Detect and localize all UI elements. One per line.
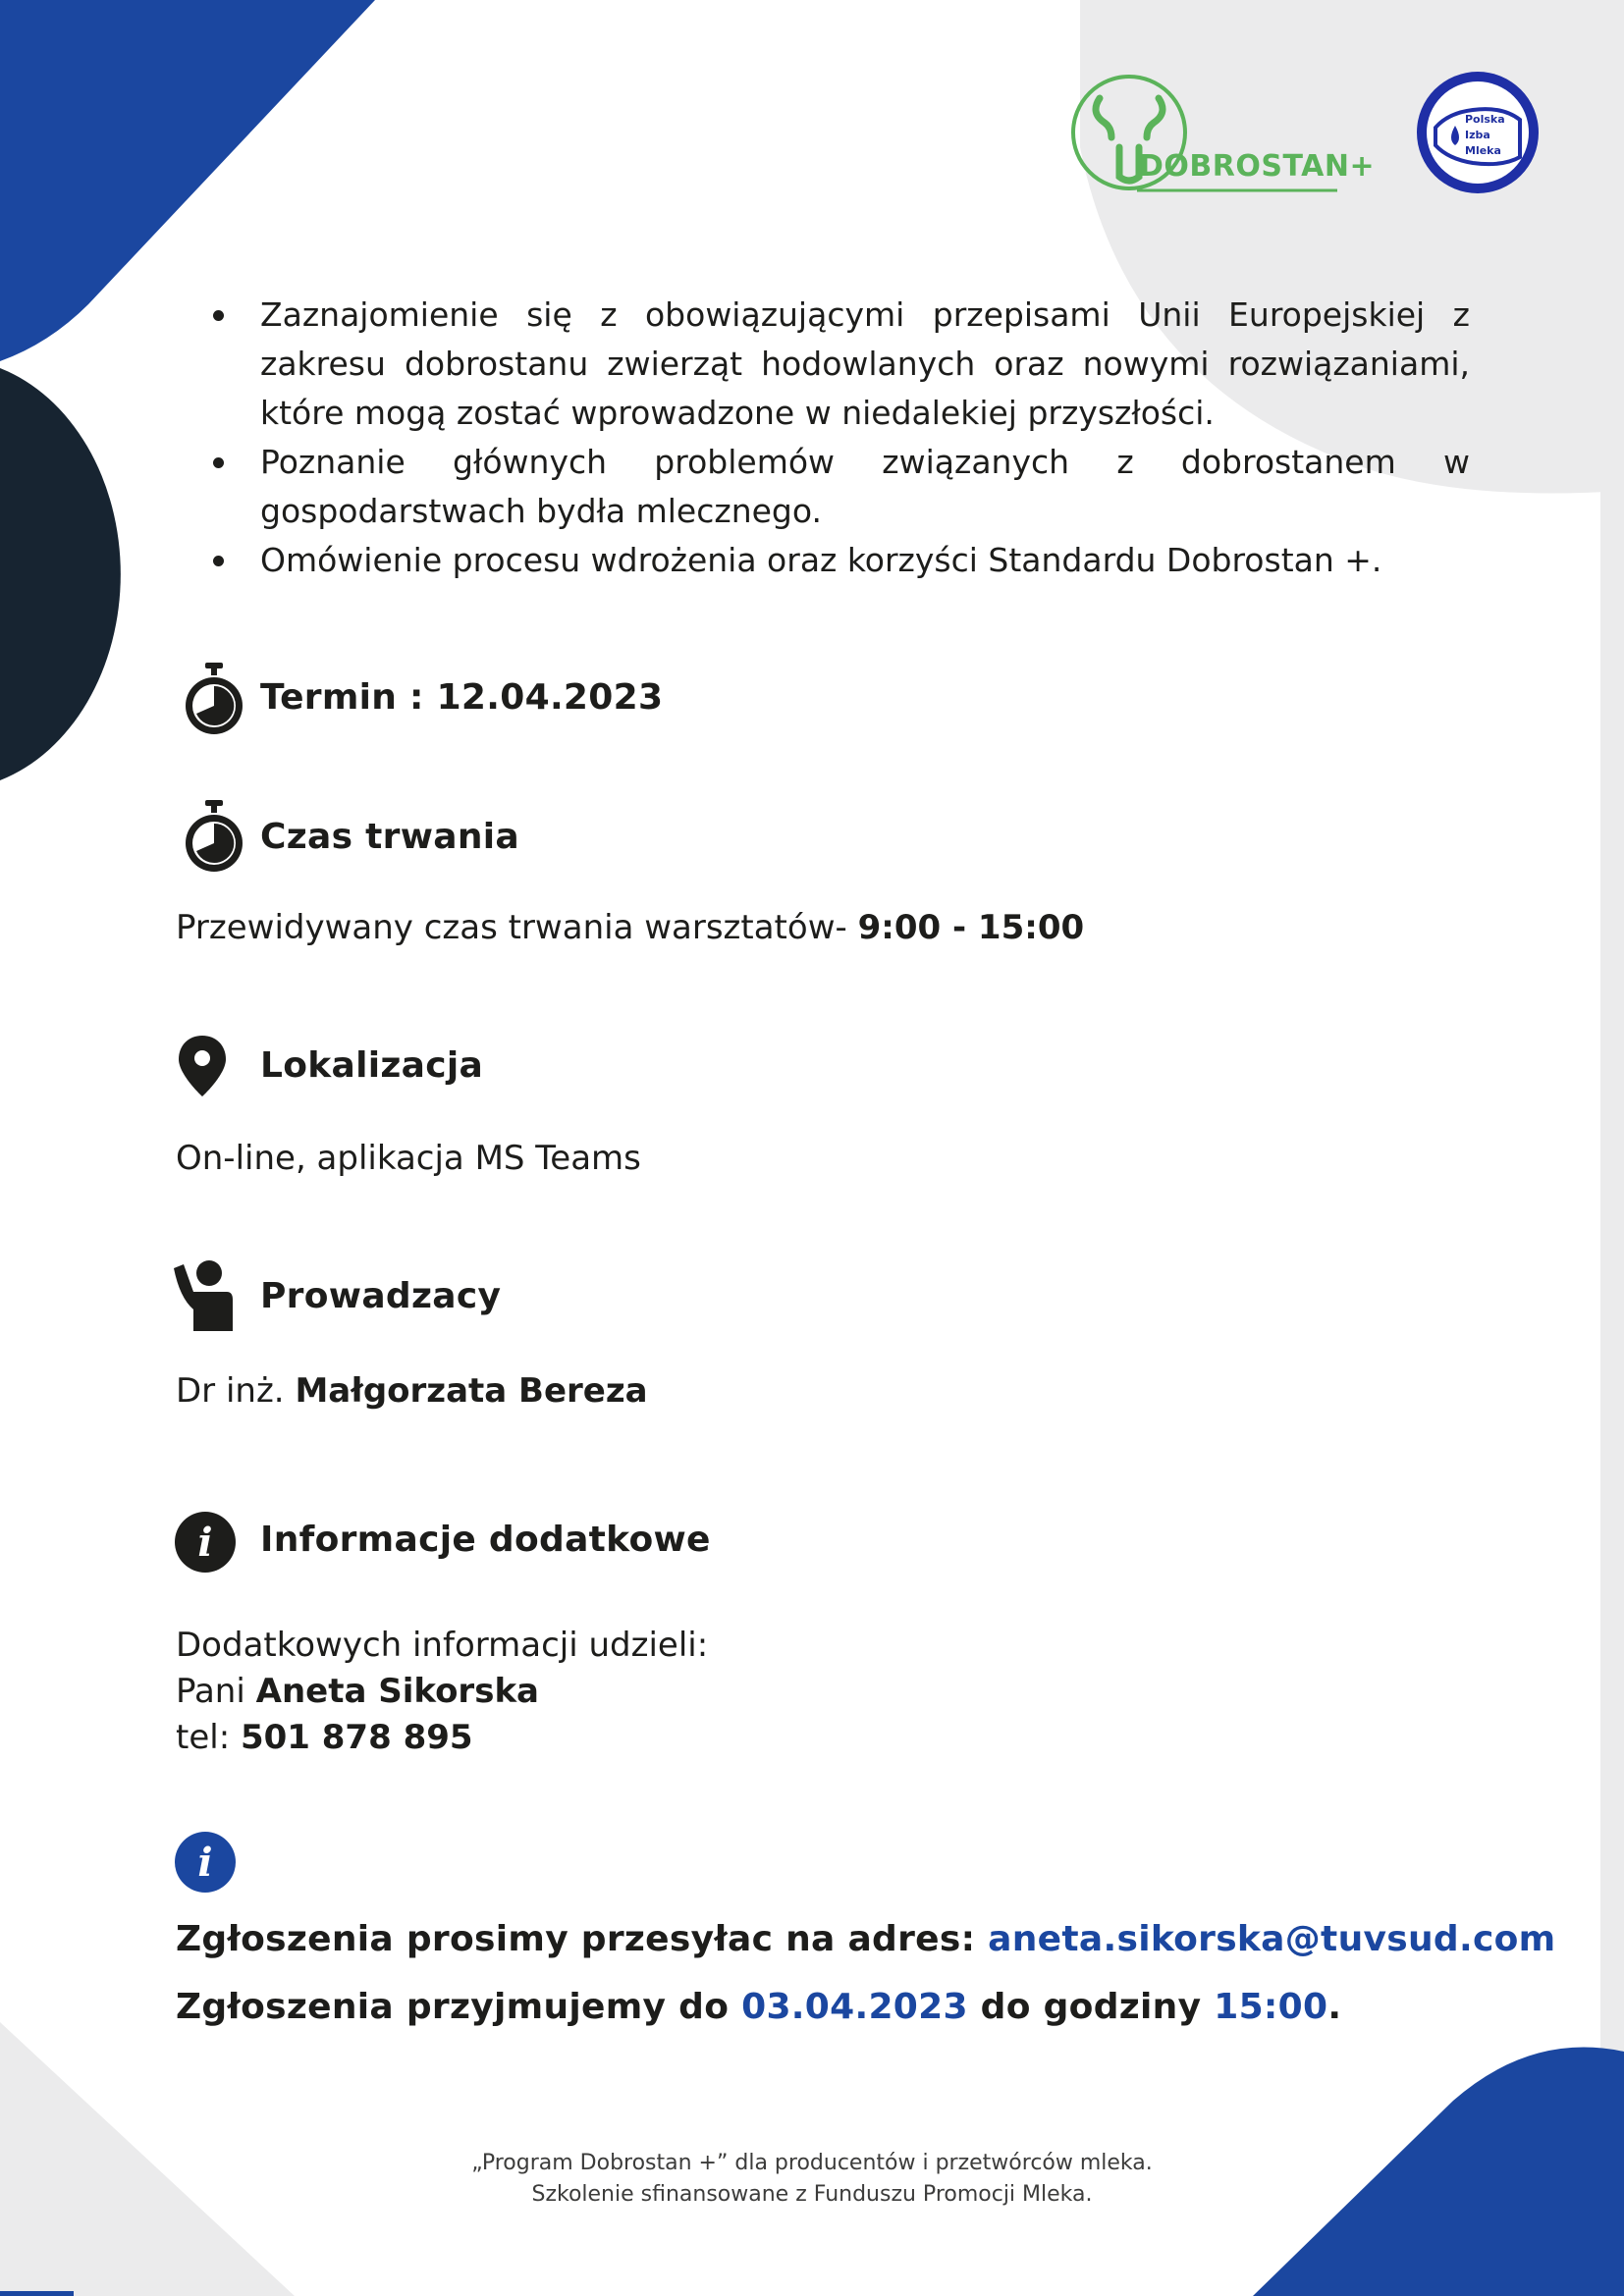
polska-izba-mleka-logo: [1414, 69, 1542, 196]
pim-logo-line-2: Izba: [1465, 129, 1490, 141]
location-pin-icon: [177, 1034, 228, 1098]
prowadzacy-prefix: Dr inż.: [176, 1371, 296, 1411]
informacje-line-2: [176, 1669, 708, 1715]
contact-phone[interactable]: 501 878 895: [240, 1718, 473, 1757]
informacje-text: [176, 1623, 708, 1761]
prowadzacy-heading: Prowadzacy: [260, 1276, 502, 1316]
pim-logo-line-1: Polska: [1465, 113, 1505, 126]
lokalizacja-text: On-line, aplikacja MS Teams: [176, 1139, 641, 1178]
informacje-line-3: [176, 1715, 708, 1761]
bottom-left-grey-shape: [0, 2022, 295, 2296]
contact-name: Aneta Sikorska: [255, 1672, 539, 1711]
bottom-left-blue-line: [0, 2291, 74, 2296]
pim-logo-line-3: Mleka: [1465, 144, 1501, 157]
info-icon: [175, 1832, 236, 1893]
lokalizacja-heading: Lokalizacja: [260, 1045, 484, 1086]
info-icon: [175, 1512, 236, 1573]
svg-text:i: i: [197, 1520, 213, 1566]
list-item: Omówienie procesu wdrożenia oraz korzyści Standardu Dobrostan +.: [211, 536, 1470, 585]
zgloszenia-text-b: do godziny: [967, 1987, 1215, 2027]
czas-hours: 9:00 - 15:00: [857, 908, 1085, 947]
prowadzacy-text: [176, 1371, 648, 1411]
left-navy-semicircle: [0, 368, 121, 780]
right-grey-strip: [1600, 491, 1624, 2120]
zgloszenia-line-1: [176, 1919, 1555, 1959]
zgloszenia-time: 15:00: [1214, 1987, 1328, 2027]
bottom-right-blue-shape: [1253, 2048, 1624, 2296]
tel-label: tel:: [176, 1718, 241, 1757]
zgloszenia-line-2: [176, 1987, 1341, 2027]
dobrostan-logo-text: DOBROSTAN+: [1139, 149, 1376, 184]
svg-text:i: i: [197, 1840, 213, 1886]
informacje-line-1: Dodatkowych informacji udzieli:: [176, 1626, 709, 1665]
czas-text: [176, 908, 1084, 947]
informacje-heading: Informacje dodatkowe: [260, 1520, 711, 1560]
zgloszenia-date: 03.04.2023: [741, 1987, 968, 2027]
list-item: Poznanie głównych problemów związanych z dobrostanem w gospodarstwach bydła mlecznego.: [211, 438, 1470, 536]
footer: [321, 2148, 1303, 2211]
list-item: Zaznajomienie się z obowiązującymi przepisami Unii Europejskiej z zakresu dobrostanu zwierząt hodowlanych oraz nowymi rozwiązaniami, które mogą zostać wprowadzone w niedalekiej przyszłości.: [211, 291, 1470, 438]
termin-heading: Termin : 12.04.2023: [260, 677, 664, 718]
stopwatch-icon: [182, 800, 246, 875]
presenter-icon: [172, 1258, 235, 1331]
zgloszenia-email[interactable]: aneta.sikorska@tuvsud.com: [988, 1919, 1556, 1959]
dobrostan-logo: [1051, 69, 1376, 196]
footer-line-2: Szkolenie sfinansowane z Funduszu Promocji Mleka.: [531, 2182, 1093, 2207]
zgloszenia-text-a: Zgłoszenia przyjmujemy do: [176, 1987, 742, 2027]
czas-heading: Czas trwania: [260, 817, 520, 857]
goals-list: [211, 291, 1470, 585]
zgloszenia-end: .: [1327, 1987, 1342, 2027]
zgloszenia-text: Zgłoszenia prosimy przesyłac na adres:: [176, 1919, 989, 1959]
footer-line-1: „Program Dobrostan +” dla producentów i przetwórców mleka.: [471, 2151, 1153, 2175]
stopwatch-icon: [182, 663, 246, 737]
informacje-pani: Pani: [176, 1672, 256, 1711]
czas-description: Przewidywany czas trwania warsztatów-: [176, 908, 858, 947]
prowadzacy-name: Małgorzata Bereza: [295, 1371, 648, 1411]
